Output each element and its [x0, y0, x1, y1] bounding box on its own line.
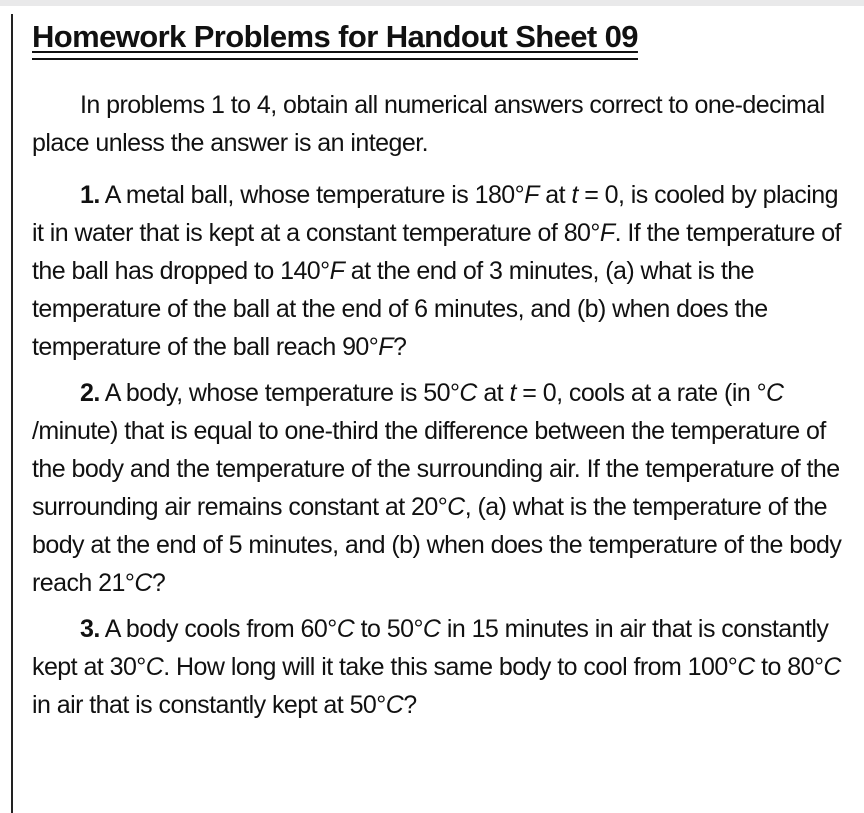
problem-text: A body, whose temperature is 50°	[99, 379, 460, 407]
problem-text: at	[476, 379, 510, 407]
unit-symbol: C	[737, 653, 755, 681]
intro-paragraph: In problems 1 to 4, obtain all numerical answers correct to one-decimal place unless the answer is an integer.	[32, 91, 825, 157]
unit-symbol: C	[145, 653, 164, 681]
problem-text: in air that is constantly kept at 50°	[32, 691, 386, 719]
problem-text: at the end of 3 minutes, (a) what is the temperature of the ball at the end of 6 minutes, and (b) when does the temperature of the ball reach 90°	[32, 257, 768, 361]
problem-number: 1.	[80, 181, 100, 209]
problem-1	[32, 176, 844, 366]
unit-symbol: F	[599, 219, 615, 247]
problem-text: to 50°	[354, 615, 423, 643]
unit-symbol: C	[134, 569, 152, 597]
problem-text: ?	[151, 569, 166, 597]
top-strip	[0, 0, 864, 6]
unit-symbol: C	[823, 653, 841, 681]
page-title: Homework Problems for Handout Sheet 09	[32, 19, 638, 54]
problem-text: at	[538, 181, 572, 209]
unit-symbol: F	[378, 333, 393, 361]
problem-number: 2.	[80, 379, 100, 407]
problem-text: . How long will it take this same body to cool from 100°	[163, 653, 738, 681]
unit-symbol: F	[329, 257, 345, 285]
title-wrap	[32, 18, 638, 60]
problem-text: in 15 minutes in air that is constantly kept at 30°	[32, 615, 829, 681]
unit-symbol: C	[385, 691, 404, 719]
problem-text: . If the temperature of the ball has dropped to 140°	[32, 219, 841, 285]
problem-3	[32, 610, 844, 724]
unit-symbol: F	[524, 181, 539, 209]
problem-text: , (a) what is the temperature of the body at the end of 5 minutes, and (b) when does the temperature of the body reach 21°	[32, 493, 842, 597]
problem-text: = 0, is cooled by placing it in water that is kept at a constant temperature of 80°	[32, 181, 838, 247]
unit-symbol: C	[336, 615, 355, 643]
problem-text: to 80°	[754, 653, 824, 681]
problem-text: ?	[392, 333, 407, 361]
problem-text: /minute) that is equal to one-third the difference between the temperature of the body and the temperature of the surrounding air. If the temperature of the surrounding air remains constant at 20°	[32, 417, 840, 521]
problem-text: A metal ball, whose temperature is 180°	[99, 181, 525, 209]
unit-symbol: C	[766, 379, 784, 407]
problem-text: A body cools from 60°	[99, 615, 337, 643]
problem-2	[32, 374, 844, 602]
time-variable: t	[571, 181, 578, 209]
handout-page	[32, 18, 844, 732]
time-variable: t	[509, 379, 516, 407]
problem-text: = 0, cools at a rate (in °	[515, 379, 767, 407]
left-margin-rule	[11, 14, 13, 813]
unit-symbol: C	[459, 379, 477, 407]
unit-symbol: C	[447, 493, 465, 521]
problem-number: 3.	[80, 615, 100, 643]
unit-symbol: C	[422, 615, 441, 643]
problem-text: ?	[403, 691, 417, 719]
